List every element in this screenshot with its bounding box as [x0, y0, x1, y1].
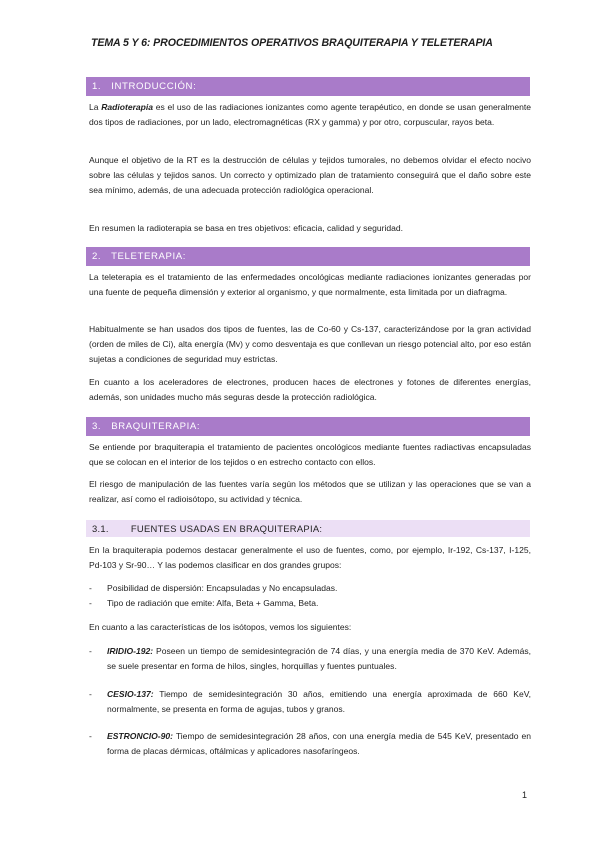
section-number: 3. — [92, 421, 102, 432]
section-heading-braquiterapia — [86, 417, 530, 436]
paragraph: En cuanto a las características de los isótopos, vemos los siguientes: — [89, 622, 352, 632]
list-item-text: Posibilidad de dispersión: Encapsuladas y No encapsuladas. — [107, 583, 338, 593]
bullet-dash: - — [89, 646, 92, 656]
paragraph: En cuanto a los aceleradores de electrones, producen haces de electrones y fotones de diferentes energías, además, son unidades mucho más seguras desde la protección radiológica. — [89, 377, 531, 403]
list-item — [89, 596, 531, 611]
isotope-name: ESTRONCIO-90: — [107, 731, 174, 741]
section-number: 1. — [92, 81, 102, 92]
list-item — [89, 581, 531, 596]
section-heading-introduccion — [86, 77, 530, 96]
isotope-description: Tiempo de semidesintegración 30 años, emitiendo una energía aproximada de 660 KeV, normalmente, se presenta en forma de agujas, tubos y granos. — [107, 689, 531, 715]
paragraph: El riesgo de manipulación de las fuentes varía según los métodos que se utilizan y las operaciones que se van a realizar, así como el radioisótopo, su actividad y técnica. — [89, 479, 531, 505]
section-number: 2. — [92, 251, 102, 262]
subsection-heading-fuentes — [86, 520, 530, 537]
text: La — [89, 102, 102, 112]
list-item-text — [107, 644, 531, 674]
paragraph: En la braquiterapia podemos destacar generalmente el uso de fuentes, como, por ejemplo, Ir-192, Cs-137, I-125, Pd-103 y Sr-90… Y las podemos clasificar en dos grandes grupos: — [89, 545, 531, 571]
paragraph: Se entiende por braquiterapia el tratamiento de pacientes oncológicos mediante fuentes radiactivas encapsuladas que se colocan en el interior de los tejidos o en estrecho contacto con ellos. — [89, 442, 531, 468]
list-item-iridio — [89, 644, 531, 674]
section-heading-teleterapia — [86, 247, 530, 266]
list-item-text: Tipo de radiación que emite: Alfa, Beta + Gamma, Beta. — [107, 598, 319, 608]
subsection-title: FUENTES USADAS EN BRAQUITERAPIA: — [130, 523, 323, 534]
list-item-text — [107, 687, 531, 717]
term-radioterapia: Radioterapia — [101, 102, 154, 112]
bullet-dash: - — [89, 583, 92, 593]
section-title: BRAQUITERAPIA: — [111, 421, 201, 432]
subsection-number: 3.1. — [92, 523, 109, 534]
paragraph: En resumen la radioterapia se basa en tres objetivos: eficacia, calidad y seguridad. — [89, 223, 404, 233]
bullet-dash: - — [89, 598, 92, 608]
isotope-name: IRIDIO-192: — [107, 646, 154, 656]
list-item-estroncio — [89, 729, 531, 759]
section-title: INTRODUCCIÓN: — [111, 81, 197, 92]
list-item-text — [107, 729, 531, 759]
paragraph — [89, 100, 531, 130]
isotope-name: CESIO-137: — [107, 689, 154, 699]
page-number: 1 — [522, 790, 528, 800]
paragraph: Aunque el objetivo de la RT es la destrucción de células y tejidos tumorales, no debemos olvidar el efecto nocivo sobre las células y tejidos sanos. Un correcto y optimizado plan de tratamiento conseguirá que el daño sobre este sea mínimo, además, de una adecuada protección radiológica operacional. — [89, 155, 531, 196]
list-item-cesio — [89, 687, 531, 717]
paragraph: La teleterapia es el tratamiento de las enfermedades oncológicas mediante radiaciones ionizantes generadas por una fuente de pequeña dimensión y exterior al organismo, y que normalmente, esta limitada por un diafragma. — [89, 272, 531, 298]
section-title: TELETERAPIA: — [111, 251, 187, 262]
isotope-description: Tiempo de semidesintegración 28 años, con una energía media de 545 KeV, presentado en forma de placas dérmicas, oftálmicas y aplicadores nasofaríngeos. — [107, 731, 531, 757]
isotope-description: Poseen un tiempo de semidesintegración de 74 días, y una energía media de 370 KeV. Además, se suele presentar en forma de hilos, singles, horquillas y fuentes puntuales. — [107, 646, 531, 672]
bullet-dash: - — [89, 689, 92, 699]
text: es el uso de las radiaciones ionizantes como agente terapéutico, en donde se usan generalmente dos tipos de radiaciones, por un lado, electromagnéticas (RX y gamma) y por otro, corpuscular, rayos beta. — [89, 102, 531, 128]
paragraph: Habitualmente se han usados dos tipos de fuentes, las de Co-60 y Cs-137, caracterizándose por la gran actividad (orden de miles de Ci), alta energía (Mv) y como desventaja es que conllevan un riesgo potencial alto, por eso están sujetas a condiciones de seguridad muy estrictas. — [89, 324, 531, 365]
document-title: TEMA 5 Y 6: PROCEDIMIENTOS OPERATIVOS BRAQUITERAPIA Y TELETERAPIA — [91, 37, 493, 49]
bullet-dash: - — [89, 731, 92, 741]
